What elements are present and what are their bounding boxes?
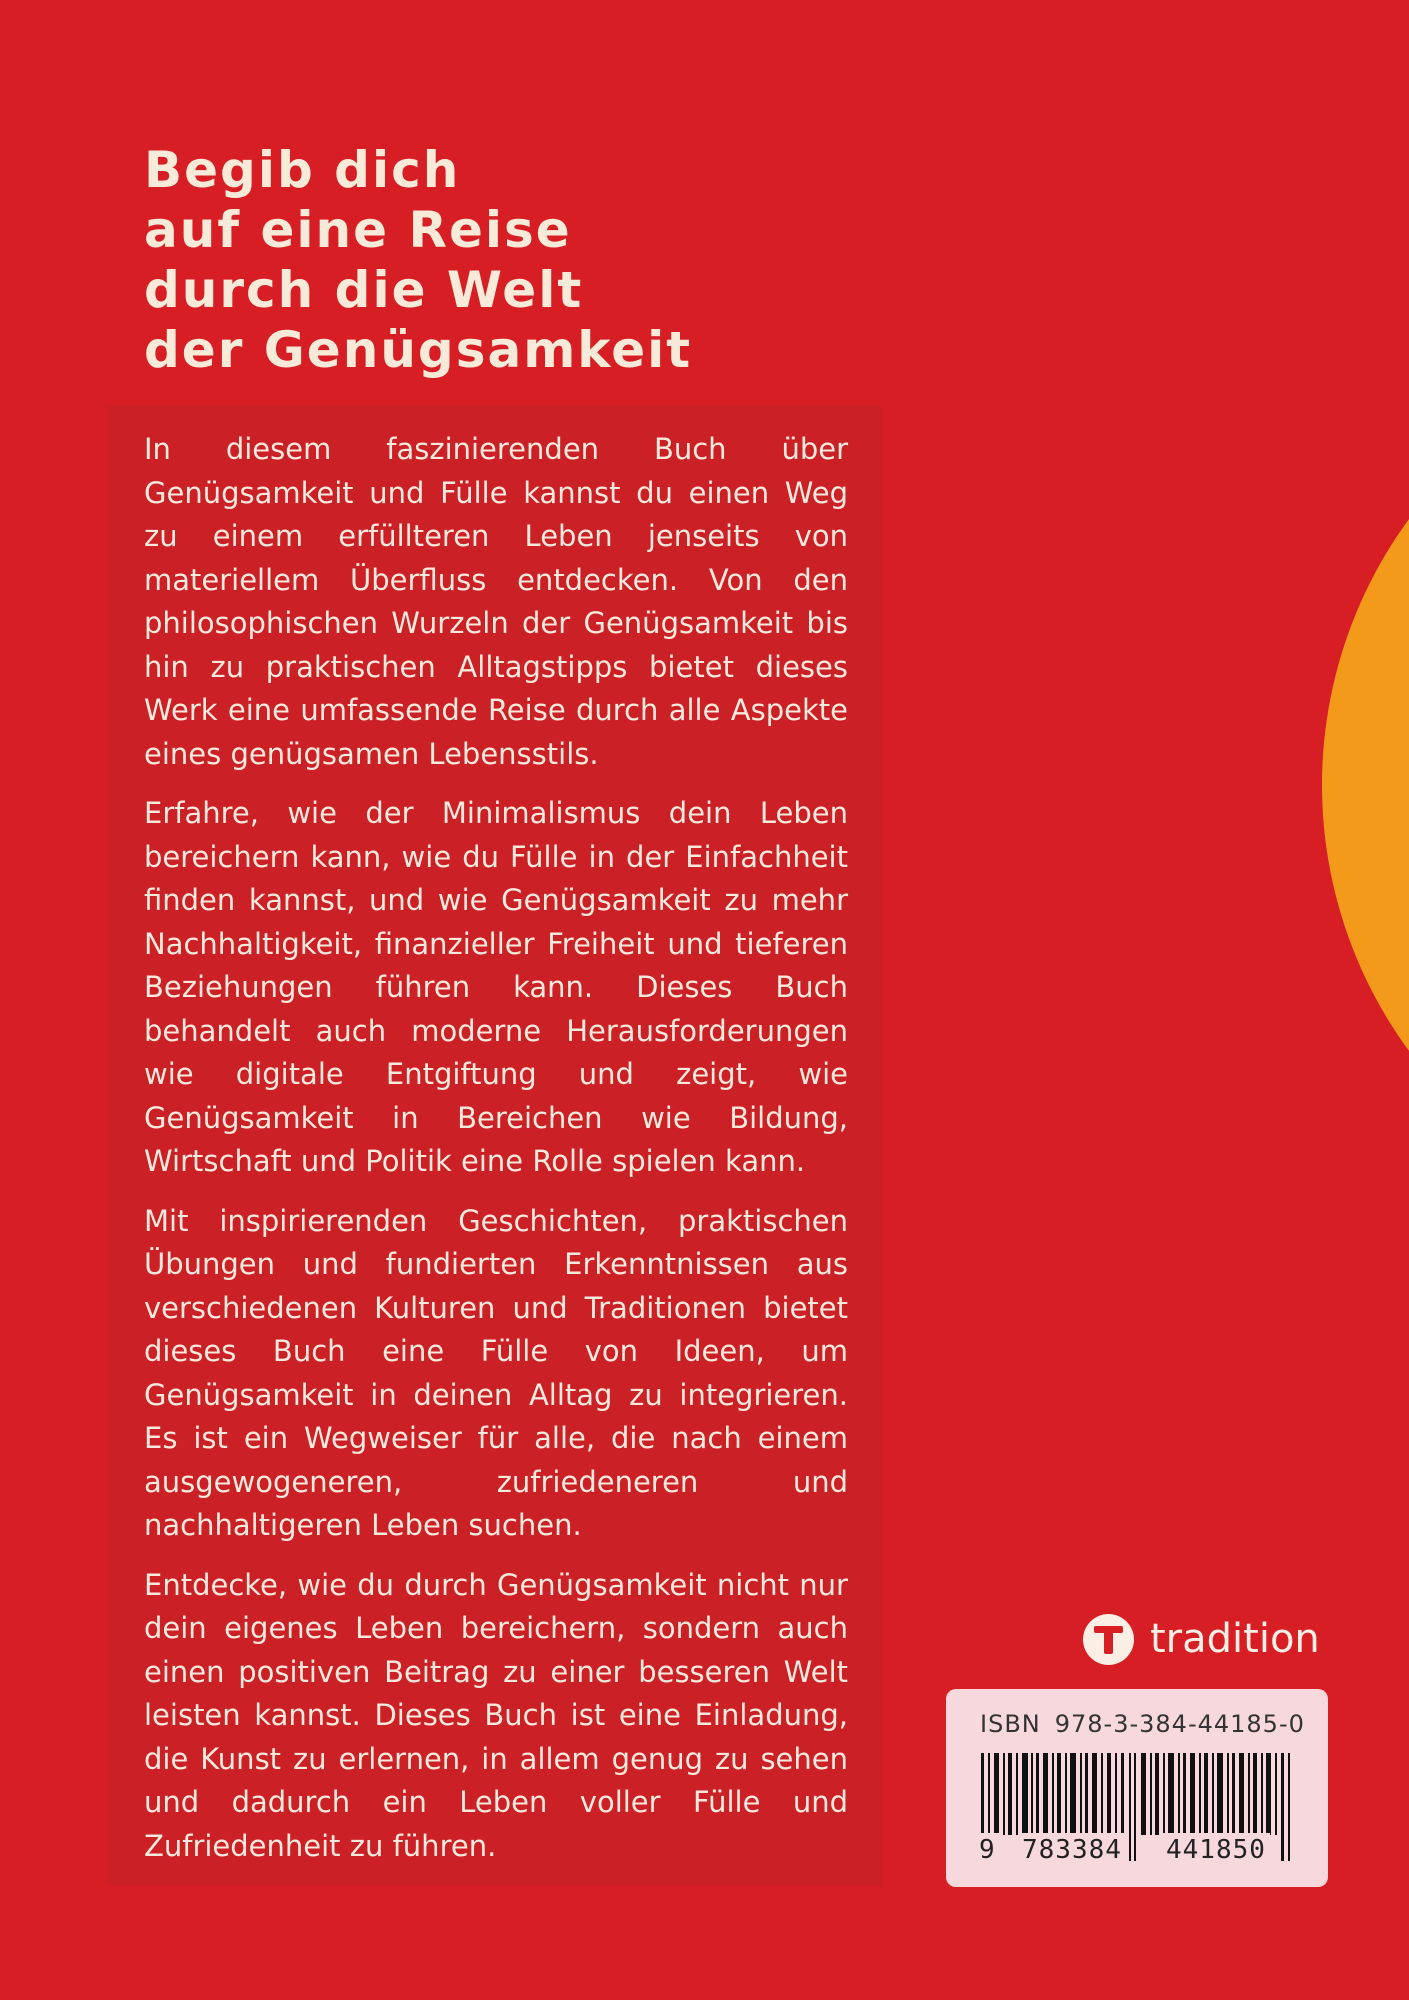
headline-line-3: durch die Welt [144,261,584,319]
tradition-t-logo-icon [1083,1614,1134,1665]
barcode-first-digit: 9 [975,1833,1000,1867]
isbn-barcode-box [946,1689,1328,1887]
barcode-digit-group-1: 783384 [1018,1833,1126,1867]
headline-line-4: der Genügsamkeit [144,321,693,379]
back-cover-headline [144,140,904,380]
description-paragraph-1: In diesem faszinierenden Buch über Genügsamkeit und Fülle kannst du einen Weg zu einem erfüllteren Leben jenseits von materiellem Überfluss entdecken. Von den philosophischen Wurzeln der Genügsamkeit bis hin zu praktischen Alltagstipps bietet dieses Werk eine umfassende Reise durch alle Aspekte eines genügsamen Lebensstils. [144,432,848,771]
isbn-number: 978-3-384-44185-0 [1054,1710,1305,1738]
orange-decorative-circle [1322,335,1409,1235]
barcode [979,1753,1293,1865]
publisher-logo-block [1083,1611,1320,1667]
description-paragraph-3: Mit inspirierenden Geschichten, praktischen Übungen und fundierten Erkenntnissen aus verschiedenen Kulturen und Traditionen bietet dieses Buch eine Fülle von Ideen, um Genügsamkeit in deinen Alltag zu integrieren. Es ist ein Wegweiser für alle, die nach einem ausgewogeneren, zufriedeneren und nachhaltigeren Leben suchen. [144,1203,848,1542]
book-description [144,428,848,1884]
publisher-name: tradition [1150,1616,1320,1662]
description-paragraph-2: Erfahre, wie der Minimalismus dein Leben bereichern kann, wie du Fülle in der Einfachheit finden kannst, und wie Genügsamkeit zu mehr Nachhaltigkeit, finanzieller Freiheit und tieferen Beziehungen führen kann. Dieses Buch behandelt auch moderne Herausforderungen wie digitale Entgiftung und zeigt, wie Genügsamkeit in Bereichen wie Bildung, Wirtschaft und Politik eine Rolle spielen kann. [144,796,848,1178]
isbn-label: ISBN [980,1710,1041,1738]
headline-line-2: auf eine Reise [144,201,572,259]
barcode-digit-group-2: 441850 [1162,1833,1270,1867]
headline-line-1: Begib dich [144,141,461,199]
description-paragraph-4: Entdecke, wie du durch Genügsamkeit nicht nur dein eigenes Leben bereichern, sondern auch einen positiven Beitrag zu einer besseren Welt leisten kannst. Dieses Buch ist eine Einladung, die Kunst zu erlernen, in allem genug zu sehen und dadurch ein Leben voller Fülle und Zufriedenheit zu führen. [144,1567,848,1863]
isbn-label-row [980,1709,1305,1739]
